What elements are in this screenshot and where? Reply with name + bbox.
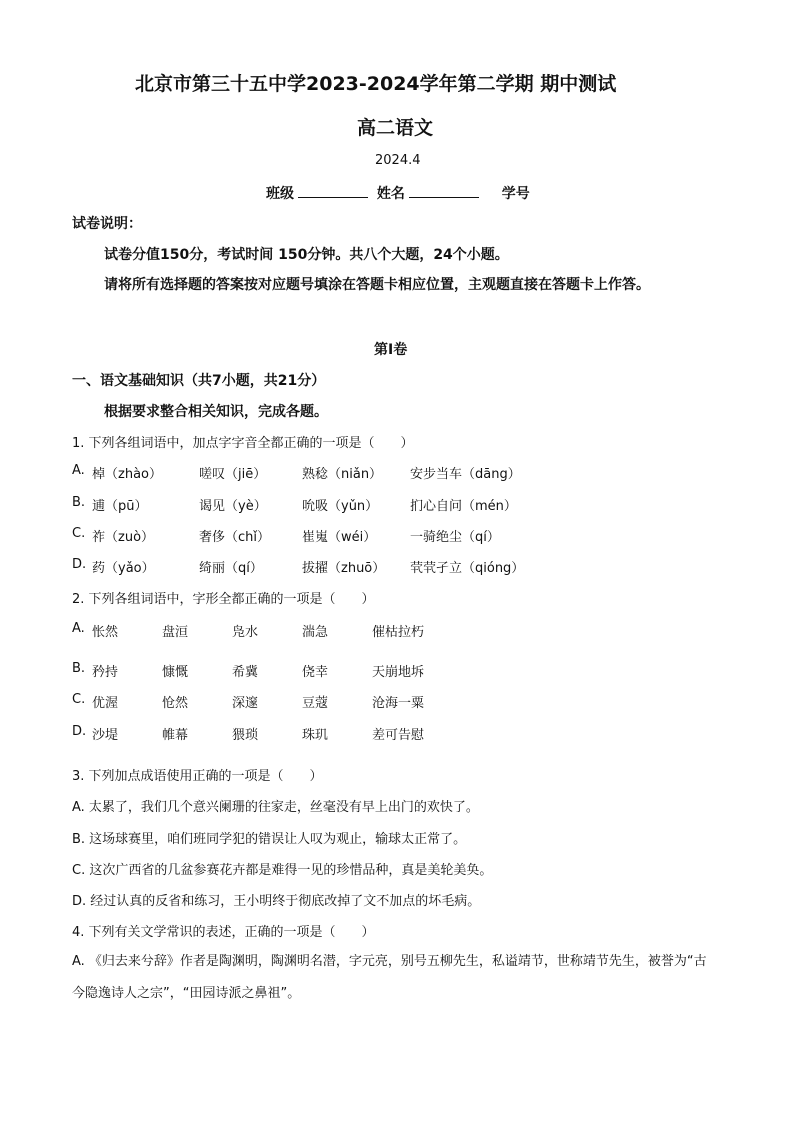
option-word: 逋（pū）: [92, 499, 148, 514]
instructions-line-1: 试卷分值150分，考试时间 150分钟。共八个大题，24个小题。: [104, 247, 509, 263]
option-word: 拔擢（zhuō）: [302, 561, 386, 576]
option-word: 嗟叹（jiē）: [199, 467, 267, 482]
name-blank[interactable]: [409, 185, 479, 198]
q3-option-c[interactable]: C. 这次广西省的几盆参赛花卉都是难得一见的珍惜品种，真是美轮美奂。: [72, 863, 493, 878]
option-word: 药（yǎo）: [92, 561, 155, 576]
q3-option-a[interactable]: A. 太累了，我们几个意兴阑珊的往家走，丝毫没有早上出门的欢快了。: [72, 800, 479, 815]
option-word: 一骑绝尘（qí）: [410, 530, 500, 545]
option-word: 矜持: [92, 665, 119, 680]
volume-label: 第I卷: [374, 342, 408, 358]
option-letter: C.: [72, 526, 86, 541]
option-word: 吮吸（yǔn）: [302, 499, 379, 514]
q2-stem: 2. 下列各组词语中，字形全都正确的一项是（ ）: [72, 592, 375, 607]
option-letter: B.: [72, 495, 86, 510]
option-word: 豆蔻: [302, 696, 329, 711]
exam-date: 2024.4: [375, 153, 421, 168]
q1-stem: 1. 下列各组词语中，加点字字音全都正确的一项是（ ）: [72, 436, 414, 451]
id-label: 学号: [501, 186, 530, 202]
option-word: 侥幸: [302, 665, 329, 680]
option-letter: A.: [72, 621, 85, 636]
part-1-heading: 一、语文基础知识（共7小题，共21分）: [72, 373, 326, 389]
class-label: 班级: [266, 186, 294, 202]
option-word: 沙堤: [92, 728, 119, 743]
option-letter: C.: [72, 692, 86, 707]
option-word: 茕茕孑立（qióng）: [410, 561, 525, 576]
option-word: 希冀: [232, 665, 259, 680]
option-word: 帷幕: [162, 728, 189, 743]
student-info-line: [266, 183, 530, 203]
option-word: 怅然: [92, 625, 119, 640]
option-word: 差可告慰: [372, 728, 425, 743]
option-word: 凫水: [232, 625, 259, 640]
part-1-note: 根据要求整合相关知识，完成各题。: [104, 404, 328, 420]
option-word: 熟稔（niǎn）: [302, 467, 383, 482]
option-word: 猥琐: [232, 728, 259, 743]
option-word: 沧海一粟: [372, 696, 425, 711]
option-letter: A.: [72, 463, 85, 478]
option-word: 绮丽（qí）: [199, 561, 263, 576]
q3-stem: 3. 下列加点成语使用正确的一项是（ ）: [72, 769, 323, 784]
instructions-heading: 试卷说明：: [72, 216, 142, 232]
q4-stem: 4. 下列有关文学常识的表述，正确的一项是（ ）: [72, 925, 375, 940]
option-word: 怆然: [162, 696, 189, 711]
option-word: 祚（zuò）: [92, 530, 155, 545]
option-letter: D.: [72, 724, 87, 739]
name-label: 姓名: [376, 186, 405, 202]
option-word: 扪心自问（mén）: [410, 499, 517, 514]
option-word: 安步当车（dāng）: [410, 467, 521, 482]
q3-option-b[interactable]: B. 这场球赛里，咱们班同学犯的错误让人叹为观止，输球太正常了。: [72, 832, 467, 847]
exam-title: 北京市第三十五中学2023-2024学年第二学期 期中测试: [135, 73, 617, 95]
option-word: 催枯拉朽: [372, 625, 425, 640]
option-word: 棹（zhào）: [92, 467, 162, 482]
option-word: 珠玑: [302, 728, 329, 743]
option-word: 优渥: [92, 696, 119, 711]
option-letter: B.: [72, 661, 86, 676]
option-letter: D.: [72, 557, 87, 572]
option-word: 天崩地坼: [372, 665, 425, 680]
option-word: 湍急: [302, 625, 329, 640]
q4-option-a[interactable]: A. 《归去来兮辞》作者是陶渊明，陶渊明名潜，字元亮，别号五柳先生，私谥靖节，世称靖节先生，被誉为“古今隐逸诗人之宗”，“田园诗派之鼻祖”。: [72, 954, 707, 1001]
subject-title: 高二语文: [357, 117, 434, 139]
option-word: 深邃: [232, 696, 259, 711]
option-word: 谒见（yè）: [199, 499, 267, 514]
instructions-line-2: 请将所有选择题的答案按对应题号填涂在答题卡相应位置，主观题直接在答题卡上作答。: [104, 277, 650, 293]
q3-option-d[interactable]: D. 经过认真的反省和练习，王小明终于彻底改掉了文不加点的坏毛病。: [72, 894, 481, 909]
option-word: 慷慨: [162, 665, 189, 680]
class-blank[interactable]: [298, 185, 368, 198]
option-word: 奢侈（chǐ）: [199, 530, 270, 545]
option-word: 盘洹: [162, 625, 189, 640]
option-word: 崔嵬（wéi）: [302, 530, 377, 545]
